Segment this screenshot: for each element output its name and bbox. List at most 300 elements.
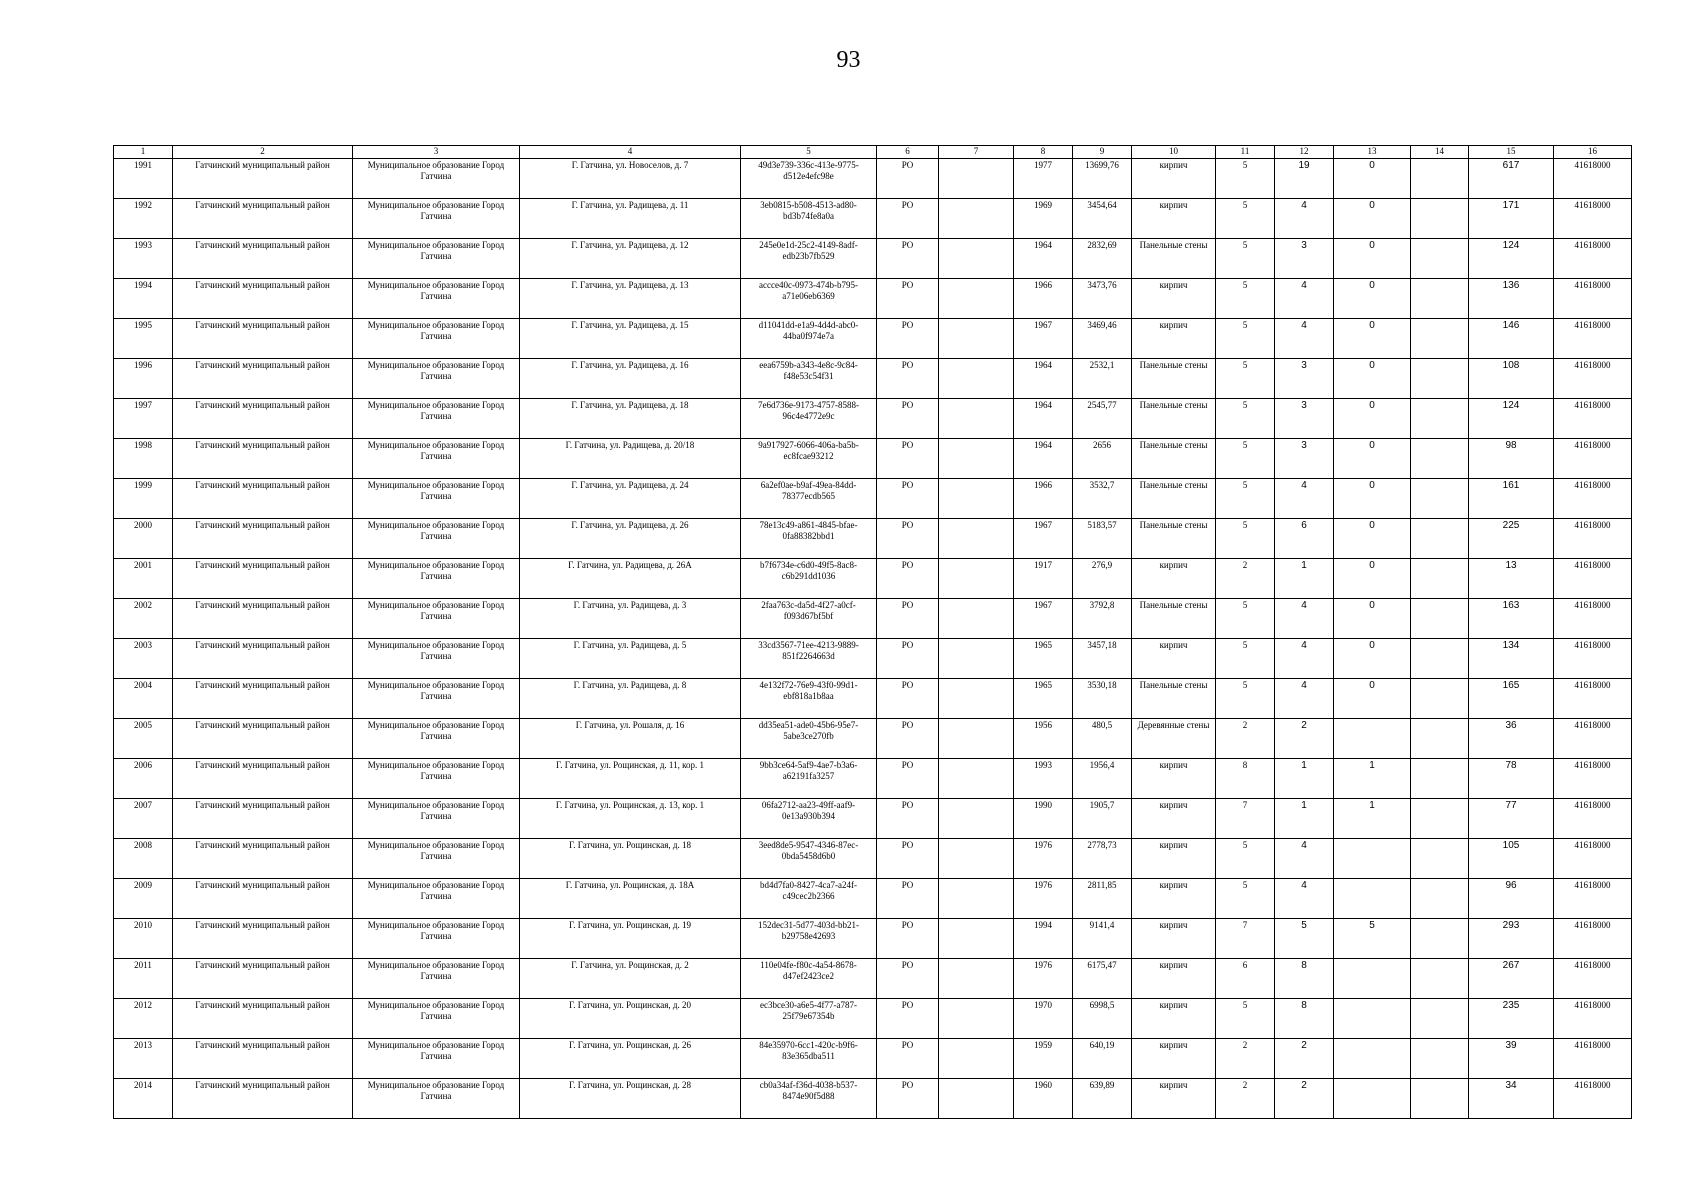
cell-municipality: Муниципальное образование Город Гатчина [353,439,520,479]
table-row [114,1039,1632,1079]
cell-row-number: 2014 [114,1079,173,1119]
cell-floors: 5 [1216,639,1275,679]
cell-wall-material: Панельные стены [1132,399,1216,439]
column-number-10: 10 [1132,146,1216,159]
cell-municipality: Муниципальное образование Город Гатчина [353,399,520,439]
cell-wall-material: кирпич [1132,759,1216,799]
cell-floors: 5 [1216,839,1275,879]
cell-municipality: Муниципальное образование Город Гатчина [353,999,520,1039]
column-number-4: 4 [520,146,741,159]
cell-oktmo: 41618000 [1554,199,1632,239]
cell-col-13: 0 [1334,199,1411,239]
cell-entrances: 3 [1275,239,1334,279]
cell-oktmo: 41618000 [1554,159,1632,199]
cell-col-13 [1334,999,1411,1039]
cell-col-13: 0 [1334,559,1411,599]
cell-floors: 5 [1216,359,1275,399]
cell-col-7 [939,639,1014,679]
cell-col-14 [1411,1079,1469,1119]
cell-col-14 [1411,239,1469,279]
cell-col-13 [1334,719,1411,759]
cell-residents: 146 [1469,319,1554,359]
cell-municipality: Муниципальное образование Город Гатчина [353,959,520,999]
cell-area: 639,89 [1073,1079,1132,1119]
cell-program-type: РО [877,199,939,239]
cell-floors: 6 [1216,959,1275,999]
cell-address: Г. Гатчина, ул. Рощинская, д. 26 [520,1039,741,1079]
cell-address: Г. Гатчина, ул. Радищева, д. 8 [520,679,741,719]
cell-municipality: Муниципальное образование Город Гатчина [353,359,520,399]
cell-district: Гатчинский муниципальный район [173,839,353,879]
cell-wall-material: кирпич [1132,319,1216,359]
cell-entrances: 2 [1275,1039,1334,1079]
cell-entrances: 3 [1275,359,1334,399]
cell-col-13: 0 [1334,319,1411,359]
cell-residents: 13 [1469,559,1554,599]
cell-build-year: 1967 [1014,519,1073,559]
cell-district: Гатчинский муниципальный район [173,879,353,919]
cell-municipality: Муниципальное образование Город Гатчина [353,559,520,599]
cell-program-type: РО [877,879,939,919]
cell-floors: 5 [1216,679,1275,719]
cell-house-guid: 3eb0815-b508-4513-ad80-bd3b74fe8a0a [741,199,877,239]
cell-house-guid: 9bb3ce64-5af9-4ae7-b3a6-a62191fa3257 [741,759,877,799]
cell-col-7 [939,799,1014,839]
cell-col-13: 0 [1334,479,1411,519]
cell-district: Гатчинский муниципальный район [173,919,353,959]
cell-residents: 136 [1469,279,1554,319]
cell-house-guid: 7e6d736e-9173-4757-8588-96c4e4772e9c [741,399,877,439]
cell-area: 9141,4 [1073,919,1132,959]
cell-oktmo: 41618000 [1554,439,1632,479]
cell-house-guid: 2faa763c-da5d-4f27-a0cf-f093d67bf5bf [741,599,877,639]
cell-entrances: 19 [1275,159,1334,199]
cell-municipality: Муниципальное образование Город Гатчина [353,799,520,839]
cell-build-year: 1966 [1014,479,1073,519]
cell-district: Гатчинский муниципальный район [173,959,353,999]
cell-area: 6998,5 [1073,999,1132,1039]
cell-municipality: Муниципальное образование Город Гатчина [353,1079,520,1119]
cell-area: 3532,7 [1073,479,1132,519]
cell-program-type: РО [877,319,939,359]
cell-residents: 124 [1469,239,1554,279]
cell-residents: 77 [1469,799,1554,839]
cell-address: Г. Гатчина, ул. Радищева, д. 5 [520,639,741,679]
cell-municipality: Муниципальное образование Город Гатчина [353,519,520,559]
cell-oktmo: 41618000 [1554,399,1632,439]
cell-municipality: Муниципальное образование Город Гатчина [353,199,520,239]
cell-col-14 [1411,719,1469,759]
cell-entrances: 8 [1275,999,1334,1039]
cell-wall-material: Панельные стены [1132,519,1216,559]
cell-area: 640,19 [1073,1039,1132,1079]
cell-house-guid: 84e35970-6cc1-420c-b9f6-83e365dba511 [741,1039,877,1079]
cell-address: Г. Гатчина, ул. Радищева, д. 16 [520,359,741,399]
cell-wall-material: кирпич [1132,639,1216,679]
cell-address: Г. Гатчина, ул. Рощинская, д. 20 [520,999,741,1039]
cell-program-type: РО [877,559,939,599]
cell-residents: 235 [1469,999,1554,1039]
cell-program-type: РО [877,919,939,959]
cell-col-7 [939,919,1014,959]
cell-col-7 [939,159,1014,199]
cell-area: 3457,18 [1073,639,1132,679]
cell-floors: 5 [1216,239,1275,279]
cell-row-number: 2000 [114,519,173,559]
cell-house-guid: 06fa2712-aa23-49ff-aaf9-0e13a930b394 [741,799,877,839]
cell-wall-material: Панельные стены [1132,439,1216,479]
cell-col-7 [939,759,1014,799]
cell-district: Гатчинский муниципальный район [173,1039,353,1079]
cell-address: Г. Гатчина, ул. Радищева, д. 11 [520,199,741,239]
cell-oktmo: 41618000 [1554,679,1632,719]
cell-district: Гатчинский муниципальный район [173,1079,353,1119]
table-row [114,199,1632,239]
table-row [114,679,1632,719]
cell-entrances: 2 [1275,1079,1334,1119]
cell-district: Гатчинский муниципальный район [173,399,353,439]
cell-col-14 [1411,1039,1469,1079]
cell-house-guid: 6a2ef0ae-b9af-49ea-84dd-78377ecdb565 [741,479,877,519]
table-row [114,479,1632,519]
cell-district: Гатчинский муниципальный район [173,479,353,519]
cell-col-7 [939,199,1014,239]
cell-row-number: 2007 [114,799,173,839]
cell-row-number: 1992 [114,199,173,239]
cell-entrances: 4 [1275,879,1334,919]
cell-col-14 [1411,359,1469,399]
cell-floors: 5 [1216,159,1275,199]
table-row [114,639,1632,679]
cell-build-year: 1917 [1014,559,1073,599]
cell-house-guid: 33cd3567-71ee-4213-9889-851f2264663d [741,639,877,679]
column-number-5: 5 [741,146,877,159]
cell-area: 2832,69 [1073,239,1132,279]
cell-row-number: 2006 [114,759,173,799]
cell-municipality: Муниципальное образование Город Гатчина [353,719,520,759]
cell-address: Г. Гатчина, ул. Рощинская, д. 18А [520,879,741,919]
cell-wall-material: кирпич [1132,839,1216,879]
cell-entrances: 4 [1275,599,1334,639]
cell-build-year: 1967 [1014,319,1073,359]
cell-oktmo: 41618000 [1554,279,1632,319]
cell-build-year: 1976 [1014,879,1073,919]
cell-address: Г. Гатчина, ул. Рощинская, д. 13, кор. 1 [520,799,741,839]
cell-col-7 [939,559,1014,599]
cell-entrances: 2 [1275,719,1334,759]
housing-registry-table [113,145,1632,1119]
cell-house-guid: 152dec31-5d77-403d-bb21-b29758e42693 [741,919,877,959]
cell-col-13 [1334,959,1411,999]
cell-floors: 2 [1216,1079,1275,1119]
cell-build-year: 1967 [1014,599,1073,639]
cell-col-13: 0 [1334,639,1411,679]
cell-house-guid: 78e13c49-a861-4845-bfae-0fa88382bbd1 [741,519,877,559]
cell-district: Гатчинский муниципальный район [173,519,353,559]
cell-program-type: РО [877,599,939,639]
cell-oktmo: 41618000 [1554,359,1632,399]
cell-floors: 5 [1216,999,1275,1039]
column-number-1: 1 [114,146,173,159]
cell-row-number: 2013 [114,1039,173,1079]
cell-municipality: Муниципальное образование Город Гатчина [353,879,520,919]
cell-house-guid: 3eed8de5-9547-4346-87ec-0bda5458d6b0 [741,839,877,879]
cell-house-guid: b7f6734e-c6d0-49f5-8ac8-c6b291dd1036 [741,559,877,599]
cell-row-number: 2011 [114,959,173,999]
cell-floors: 2 [1216,559,1275,599]
cell-col-14 [1411,879,1469,919]
table-row [114,799,1632,839]
cell-area: 3469,46 [1073,319,1132,359]
table-row [114,439,1632,479]
cell-entrances: 3 [1275,439,1334,479]
column-number-row [114,146,1632,159]
cell-house-guid: cb0a34af-f36d-4038-b537-8474e90f5d88 [741,1079,877,1119]
cell-entrances: 4 [1275,679,1334,719]
table-row [114,1079,1632,1119]
cell-row-number: 1998 [114,439,173,479]
cell-col-14 [1411,799,1469,839]
cell-oktmo: 41618000 [1554,719,1632,759]
cell-program-type: РО [877,1079,939,1119]
cell-col-14 [1411,479,1469,519]
cell-wall-material: Панельные стены [1132,239,1216,279]
cell-floors: 5 [1216,279,1275,319]
cell-col-7 [939,519,1014,559]
cell-floors: 2 [1216,719,1275,759]
cell-program-type: РО [877,1039,939,1079]
cell-row-number: 2002 [114,599,173,639]
cell-area: 2656 [1073,439,1132,479]
cell-entrances: 4 [1275,479,1334,519]
cell-residents: 267 [1469,959,1554,999]
cell-build-year: 1977 [1014,159,1073,199]
cell-col-7 [939,679,1014,719]
cell-wall-material: Панельные стены [1132,679,1216,719]
cell-municipality: Муниципальное образование Город Гатчина [353,839,520,879]
cell-area: 13699,76 [1073,159,1132,199]
cell-municipality: Муниципальное образование Город Гатчина [353,319,520,359]
cell-area: 3473,76 [1073,279,1132,319]
cell-address: Г. Гатчина, ул. Радищева, д. 15 [520,319,741,359]
cell-row-number: 2001 [114,559,173,599]
cell-floors: 5 [1216,399,1275,439]
cell-col-13: 1 [1334,759,1411,799]
cell-district: Гатчинский муниципальный район [173,559,353,599]
cell-municipality: Муниципальное образование Город Гатчина [353,279,520,319]
cell-col-7 [939,599,1014,639]
cell-build-year: 1964 [1014,359,1073,399]
cell-area: 3454,64 [1073,199,1132,239]
cell-area: 2778,73 [1073,839,1132,879]
cell-area: 2545,77 [1073,399,1132,439]
column-number-15: 15 [1469,146,1554,159]
cell-build-year: 1964 [1014,439,1073,479]
cell-col-14 [1411,839,1469,879]
cell-oktmo: 41618000 [1554,639,1632,679]
cell-program-type: РО [877,679,939,719]
cell-address: Г. Гатчина, ул. Радищева, д. 26 [520,519,741,559]
cell-col-13: 0 [1334,679,1411,719]
cell-row-number: 2010 [114,919,173,959]
cell-program-type: РО [877,439,939,479]
cell-col-14 [1411,519,1469,559]
cell-wall-material: кирпич [1132,279,1216,319]
cell-area: 5183,57 [1073,519,1132,559]
cell-row-number: 1991 [114,159,173,199]
cell-district: Гатчинский муниципальный район [173,159,353,199]
cell-wall-material: кирпич [1132,919,1216,959]
cell-house-guid: 4e132f72-76e9-43f0-99d1-ebf818a1b8aa [741,679,877,719]
cell-col-13: 0 [1334,239,1411,279]
cell-col-14 [1411,999,1469,1039]
cell-residents: 108 [1469,359,1554,399]
cell-residents: 105 [1469,839,1554,879]
cell-row-number: 2005 [114,719,173,759]
cell-municipality: Муниципальное образование Город Гатчина [353,759,520,799]
cell-row-number: 1996 [114,359,173,399]
table-row [114,559,1632,599]
cell-program-type: РО [877,959,939,999]
cell-floors: 5 [1216,439,1275,479]
cell-municipality: Муниципальное образование Город Гатчина [353,919,520,959]
cell-program-type: РО [877,159,939,199]
table-row [114,399,1632,439]
cell-build-year: 1993 [1014,759,1073,799]
cell-district: Гатчинский муниципальный район [173,799,353,839]
cell-oktmo: 41618000 [1554,839,1632,879]
cell-district: Гатчинский муниципальный район [173,279,353,319]
cell-wall-material: кирпич [1132,559,1216,599]
column-number-14: 14 [1411,146,1469,159]
cell-house-guid: 49d3e739-336c-413e-9775-d512e4efc98e [741,159,877,199]
cell-residents: 134 [1469,639,1554,679]
cell-house-guid: dd35ea51-ade0-45b6-95e7-5abe3ce270fb [741,719,877,759]
cell-program-type: РО [877,279,939,319]
cell-col-7 [939,839,1014,879]
table-row [114,719,1632,759]
table-row [114,519,1632,559]
cell-district: Гатчинский муниципальный район [173,639,353,679]
cell-address: Г. Гатчина, ул. Радищева, д. 20/18 [520,439,741,479]
cell-build-year: 1960 [1014,1079,1073,1119]
cell-row-number: 1997 [114,399,173,439]
cell-row-number: 2004 [114,679,173,719]
cell-floors: 7 [1216,919,1275,959]
cell-district: Гатчинский муниципальный район [173,759,353,799]
cell-build-year: 1969 [1014,199,1073,239]
cell-oktmo: 41618000 [1554,919,1632,959]
cell-col-14 [1411,559,1469,599]
cell-wall-material: кирпич [1132,879,1216,919]
cell-oktmo: 41618000 [1554,559,1632,599]
cell-wall-material: Панельные стены [1132,479,1216,519]
table-row [114,999,1632,1039]
cell-build-year: 1964 [1014,239,1073,279]
cell-address: Г. Гатчина, ул. Рощинская, д. 18 [520,839,741,879]
cell-municipality: Муниципальное образование Город Гатчина [353,239,520,279]
table-row [114,839,1632,879]
cell-row-number: 1999 [114,479,173,519]
cell-floors: 7 [1216,799,1275,839]
cell-col-14 [1411,439,1469,479]
column-number-9: 9 [1073,146,1132,159]
cell-area: 3530,18 [1073,679,1132,719]
cell-address: Г. Гатчина, ул. Рощинская, д. 28 [520,1079,741,1119]
cell-col-13: 1 [1334,799,1411,839]
cell-floors: 2 [1216,1039,1275,1079]
cell-municipality: Муниципальное образование Город Гатчина [353,639,520,679]
cell-build-year: 1970 [1014,999,1073,1039]
cell-col-14 [1411,679,1469,719]
cell-wall-material: Панельные стены [1132,359,1216,399]
cell-residents: 39 [1469,1039,1554,1079]
cell-address: Г. Гатчина, ул. Рошаля, д. 16 [520,719,741,759]
cell-floors: 5 [1216,479,1275,519]
cell-address: Г. Гатчина, ул. Рощинская, д. 2 [520,959,741,999]
cell-address: Г. Гатчина, ул. Радищева, д. 24 [520,479,741,519]
cell-floors: 8 [1216,759,1275,799]
table-body [114,146,1632,1119]
cell-municipality: Муниципальное образование Город Гатчина [353,159,520,199]
cell-col-14 [1411,159,1469,199]
cell-residents: 36 [1469,719,1554,759]
cell-residents: 225 [1469,519,1554,559]
table-row [114,599,1632,639]
cell-col-14 [1411,399,1469,439]
cell-address: Г. Гатчина, ул. Радищева, д. 26А [520,559,741,599]
cell-wall-material: кирпич [1132,959,1216,999]
cell-col-13: 0 [1334,159,1411,199]
cell-floors: 5 [1216,519,1275,559]
table-row [114,319,1632,359]
cell-col-7 [939,439,1014,479]
cell-entrances: 5 [1275,919,1334,959]
table-row [114,759,1632,799]
cell-entrances: 4 [1275,319,1334,359]
cell-col-7 [939,399,1014,439]
cell-col-13 [1334,1079,1411,1119]
cell-col-13: 0 [1334,359,1411,399]
cell-col-7 [939,1079,1014,1119]
column-number-7: 7 [939,146,1014,159]
cell-oktmo: 41618000 [1554,1079,1632,1119]
table-row [114,919,1632,959]
column-number-3: 3 [353,146,520,159]
cell-program-type: РО [877,479,939,519]
cell-build-year: 1976 [1014,959,1073,999]
cell-col-7 [939,279,1014,319]
cell-house-guid: eea6759b-a343-4e8c-9c84-f48e53c54f31 [741,359,877,399]
cell-row-number: 1995 [114,319,173,359]
cell-house-guid: 110e04fe-f80c-4a54-8678-d47ef2423ce2 [741,959,877,999]
cell-entrances: 1 [1275,759,1334,799]
cell-area: 480,5 [1073,719,1132,759]
cell-col-7 [939,999,1014,1039]
cell-col-13: 0 [1334,519,1411,559]
cell-wall-material: кирпич [1132,1039,1216,1079]
cell-row-number: 2009 [114,879,173,919]
cell-col-7 [939,879,1014,919]
cell-wall-material: кирпич [1132,799,1216,839]
cell-col-13: 0 [1334,599,1411,639]
cell-wall-material: Панельные стены [1132,599,1216,639]
table-row [114,359,1632,399]
cell-col-13: 5 [1334,919,1411,959]
page-number: 93 [836,47,861,73]
cell-program-type: РО [877,839,939,879]
cell-col-14 [1411,599,1469,639]
